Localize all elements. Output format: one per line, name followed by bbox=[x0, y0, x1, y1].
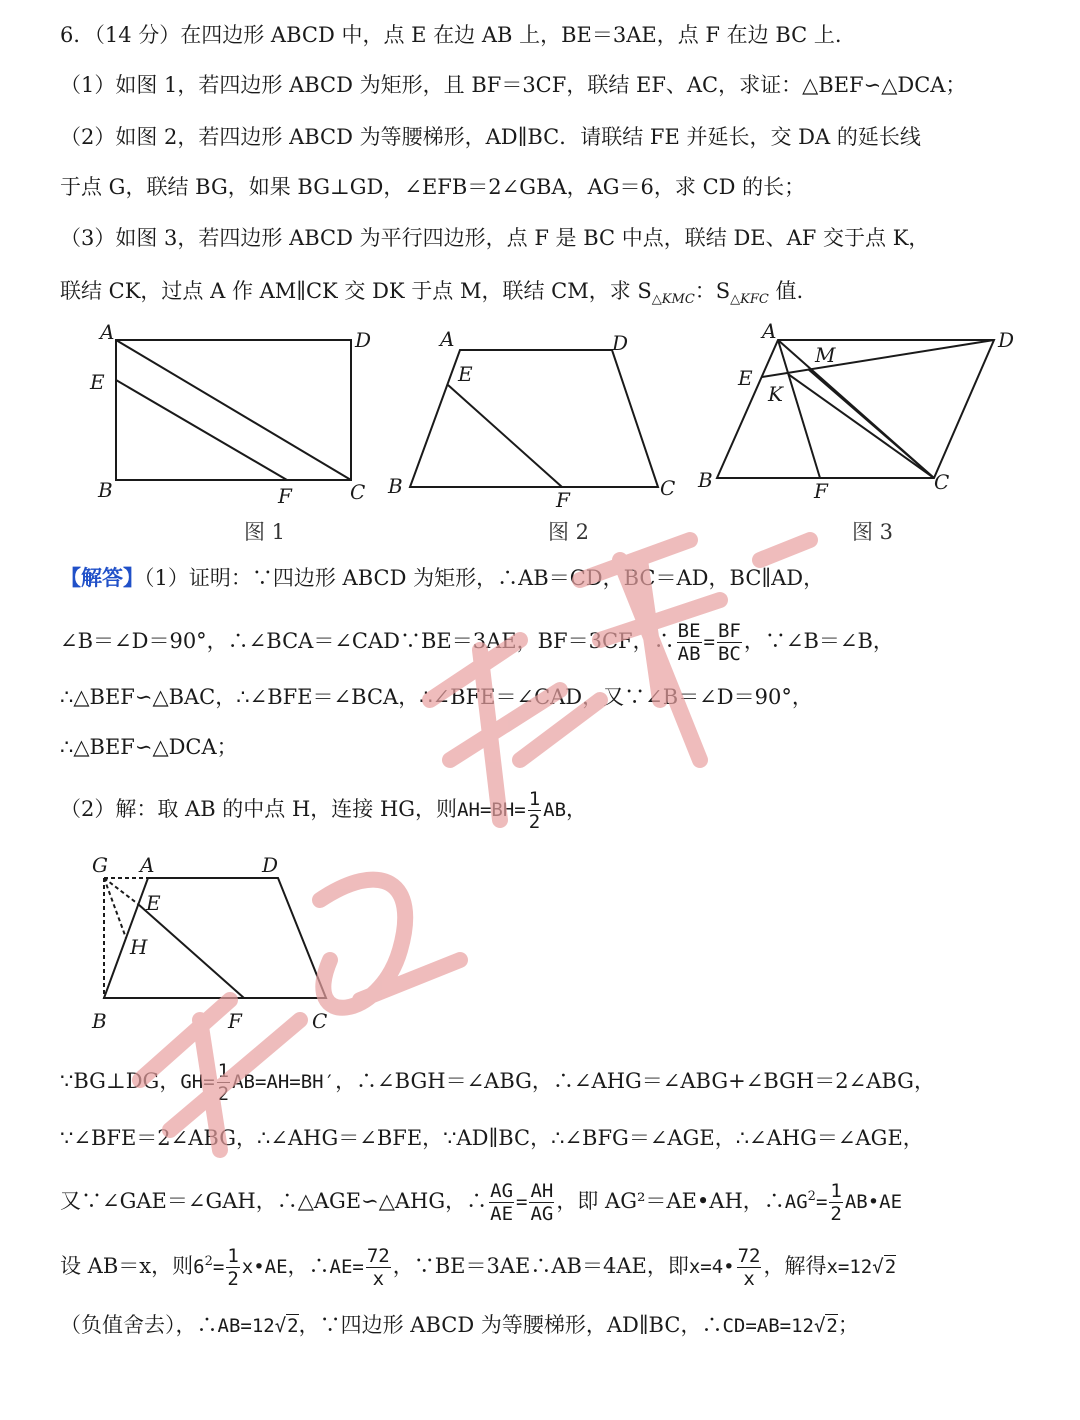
fraction-ah-ag: $\frac{AH}{AG}$ bbox=[530, 1180, 554, 1225]
fraction-72-x: $\frac{72}{x}$ bbox=[366, 1245, 390, 1290]
solution-line-8: 又∵∠GAE＝∠GAH，∴△AGE∽△AHG，∴ $\frac{AG}{AE}$ = $\frac{AH}{AG}$ ，即 AG²＝AE•AH，$\therefore AG^2=$ $\frac{1}{2}$ AB•AE bbox=[60, 1180, 903, 1225]
figures-1-3 bbox=[0, 315, 1080, 550]
fig2-label-d: D bbox=[612, 331, 629, 355]
fraction-half-3: $\frac{1}{2}$ bbox=[830, 1180, 842, 1225]
fig4-label-f: F bbox=[228, 1009, 242, 1033]
fig3-line-kc bbox=[788, 374, 934, 478]
fig4-label-h: H bbox=[130, 935, 148, 959]
fig4-label-d: D bbox=[262, 853, 279, 877]
problem-line-3: （2）如图 2，若四边形 ABCD 为等腰梯形，AD∥BC．请联结 FE 并延长，交 DA 的延长线 bbox=[60, 125, 921, 149]
fig4-line-ge bbox=[104, 878, 138, 904]
fig1-label-f: F bbox=[278, 484, 292, 508]
fig3-label-c: C bbox=[934, 470, 950, 494]
problem-line-2: （1）如图 1，若四边形 ABCD 为矩形，且 BF＝3CF，联结 EF、AC，求证：△BEF∽△DCA； bbox=[60, 73, 967, 97]
fig1-label-d: D bbox=[355, 328, 372, 352]
solution-line-5: （2）解：取 AB 的中点 H，连接 HG，则AH=BH= $\frac{1}{2}$ AB， bbox=[60, 788, 588, 833]
fraction-bf-bc: $\frac{BF}{BC}$ bbox=[717, 620, 741, 665]
fig1-label-b: B bbox=[98, 478, 113, 502]
solution-line-3: ∴△BEF∽△BAC，∴∠BFE＝∠BCA，∴∠BFE＝∠CAD，又∵∠B＝∠D＝90°， bbox=[60, 685, 813, 709]
problem-line-6: 联结 CK，过点 A 作 AM∥CK 交 DK 于点 M，联结 CM，求 $S_{\triangle KMC}$：$S_{\triangle KFC}$ 值. bbox=[60, 279, 804, 308]
fig3-line-de bbox=[762, 340, 994, 377]
fig4-label-c: C bbox=[312, 1009, 328, 1033]
fig4-line-ef bbox=[138, 904, 244, 998]
problem-line-4: 于点 G，联结 BG，如果 BG⊥GD，∠EFB＝2∠GBA，AG＝6，求 CD 的长； bbox=[60, 175, 806, 199]
fig1-label-a: A bbox=[100, 320, 115, 344]
fig4-label-g: G bbox=[92, 853, 108, 877]
fig2-label-e: E bbox=[458, 362, 473, 386]
fig1-label-e: E bbox=[90, 370, 105, 394]
fig3-label-d: D bbox=[998, 328, 1015, 352]
solution-line-2: ∠B＝∠D＝90°，∴∠BCA＝∠CAD∵BE＝3AE，BF＝3CF，∴ $\frac{BE}{AB}$ = $\frac{BF}{BC}$ ，∵∠B＝∠B， bbox=[60, 620, 894, 665]
fig3-label-e: E bbox=[738, 366, 753, 390]
fig1-line-ef bbox=[116, 380, 287, 480]
fig4-label-a: A bbox=[140, 853, 155, 877]
fig3-label-k: K bbox=[768, 382, 783, 406]
answer-tag: 【解答】 bbox=[60, 565, 144, 590]
solution-line-10: （负值舍去），∴AB=12√2，∵四边形 ABCD 为等腰梯形，AD∥BC，∴CD=AB=12√2； bbox=[60, 1313, 859, 1337]
fig2-caption: 图 2 bbox=[548, 520, 590, 544]
fig2-label-b: B bbox=[388, 474, 403, 498]
fig1-line-ac bbox=[116, 340, 351, 480]
solution-line-6: ∵BG⊥DG，GH= $\frac{1}{2}$ AB=AH=BH′，∴∠BGH＝∠ABG，∴∠AHG＝∠ABG+∠BGH＝2∠ABG， bbox=[60, 1060, 935, 1105]
fig3-label-a: A bbox=[762, 319, 777, 343]
fig3-label-f: F bbox=[814, 479, 828, 503]
solution-line-7: ∵∠BFE＝2∠ABG，∴∠AHG＝∠BFE，∵AD∥BC，∴∠BFG＝∠AGE，∴∠AHG＝∠AGE， bbox=[60, 1126, 924, 1150]
fig2-label-a: A bbox=[440, 327, 455, 351]
fraction-ag-ae: $\frac{AG}{AE}$ bbox=[490, 1180, 514, 1225]
fig3-line-mc bbox=[808, 369, 934, 478]
fig2-label-f: F bbox=[556, 488, 570, 512]
fig1-caption: 图 1 bbox=[244, 520, 286, 544]
fraction-72-x-2: $\frac{72}{x}$ bbox=[737, 1245, 761, 1290]
fig3-caption: 图 3 bbox=[852, 520, 894, 544]
fig2-label-c: C bbox=[660, 476, 676, 500]
solution-line-1: 【解答】（1）证明：∵四边形 ABCD 为矩形，∴AB＝CD，BC＝AD，BC∥AD， bbox=[60, 565, 825, 590]
problem-line-1: 6．（14 分）在四边形 ABCD 中，点 E 在边 AB 上，BE＝3AE，点 F 在边 BC 上. bbox=[60, 23, 842, 47]
fig1-label-c: C bbox=[350, 480, 366, 504]
fig2-line-ef bbox=[448, 385, 562, 487]
fig3-line-af bbox=[778, 340, 820, 478]
fig2-trapezoid bbox=[410, 350, 658, 487]
fig3-label-m: M bbox=[815, 343, 836, 367]
fraction-half-4: $\frac{1}{2}$ bbox=[227, 1245, 239, 1290]
fig4-label-b: B bbox=[92, 1009, 107, 1033]
problem-line-5: （3）如图 3，若四边形 ABCD 为平行四边形，点 F 是 BC 中点，联结 DE、AF 交于点 K， bbox=[60, 226, 930, 250]
figure-4 bbox=[80, 848, 360, 1038]
fraction-be-ab: $\frac{BE}{AB}$ bbox=[677, 620, 701, 665]
fig3-label-b: B bbox=[698, 468, 713, 492]
solution-line-4: ∴△BEF∽△DCA； bbox=[60, 735, 238, 759]
fraction-half: $\frac{1}{2}$ bbox=[528, 788, 541, 833]
fraction-half-2: $\frac{1}{2}$ bbox=[217, 1060, 230, 1105]
fig4-label-e: E bbox=[146, 891, 161, 915]
solution-line-9: 设 AB＝x，则$6^2=$ $\frac{1}{2}$ x•AE，∴AE= $\frac{72}{x}$ ，∵BE＝3AE∴AB＝4AE，即x=4• $\frac{72}{x}$ ，解得x=12√2 bbox=[60, 1245, 897, 1290]
